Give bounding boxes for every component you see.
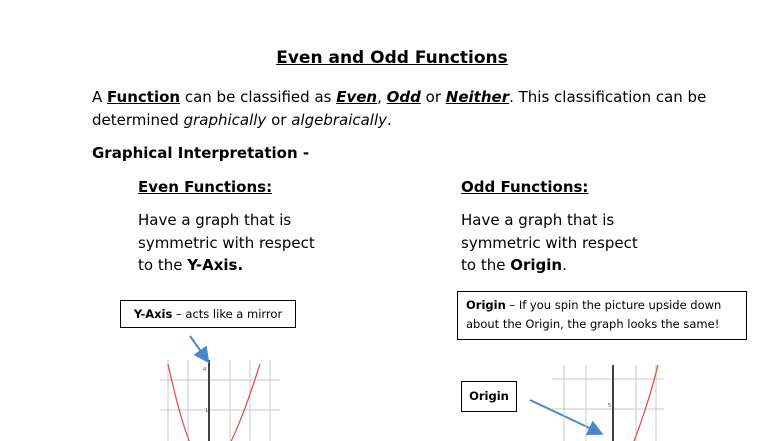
algebraically-term: algebraically — [291, 111, 388, 129]
svg-text:5: 5 — [608, 403, 612, 409]
intro-paragraph: A Function can be classified as Even, Odd or Neither. This classification can be determined graphically or algebraically. — [92, 88, 707, 129]
yaxis-callout-box: Y-Axis – acts like a mirror — [120, 300, 296, 328]
even-description: Have a graph that is symmetric with respect to the Y-Axis. — [138, 211, 315, 274]
graphically-term: graphically — [183, 111, 267, 129]
cubic-curve — [634, 365, 658, 441]
neither-term: Neither — [445, 88, 510, 106]
odd-description: Have a graph that is symmetric with respect to the Origin. — [461, 211, 638, 274]
page-title: Even and Odd Functions — [276, 48, 508, 68]
even-functions-heading: Even Functions: — [138, 178, 273, 196]
origin-callout-box: Origin – If you spin the picture upside down about the Origin, the graph looks the same! — [457, 291, 747, 340]
graphical-interpretation-heading: Graphical Interpretation - — [92, 144, 310, 162]
svg-text:4: 4 — [203, 367, 207, 373]
function-term: Function — [107, 88, 181, 106]
odd-functions-heading: Odd Functions: — [461, 178, 589, 196]
svg-text:1: 1 — [205, 408, 209, 414]
odd-term: Odd — [386, 88, 421, 106]
even-term: Even — [336, 88, 378, 106]
odd-function-graph — [552, 365, 664, 441]
origin-label-box: Origin — [461, 381, 517, 412]
